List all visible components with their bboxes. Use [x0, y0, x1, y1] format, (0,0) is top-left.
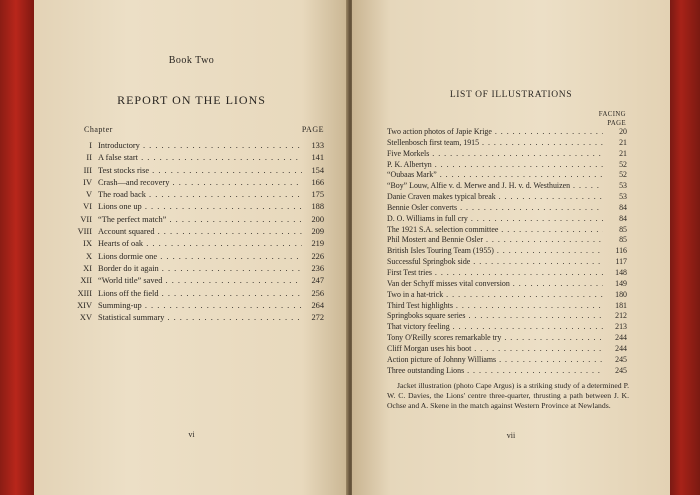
illustration-page: 85 — [619, 224, 627, 234]
illustration-title: That victory feeling . . . — [387, 322, 603, 333]
chapter-row — [74, 152, 324, 164]
chapter-number: VI — [83, 202, 92, 212]
illustration-page: 180 — [615, 289, 627, 299]
illustration-row — [387, 225, 627, 236]
chapter-row — [74, 238, 324, 250]
chapter-number: XII — [80, 276, 92, 286]
illustration-page: 116 — [615, 246, 627, 256]
chapter-row — [74, 189, 324, 201]
illustration-page: 244 — [615, 343, 627, 353]
chapter-number: XV — [79, 313, 92, 323]
chapter-number: V — [85, 190, 92, 200]
illustration-page: 212 — [615, 311, 627, 321]
page-number-right: vii — [506, 431, 516, 440]
chapter-row — [74, 275, 324, 287]
illustration-row — [387, 170, 627, 181]
illustration-page: 84 — [619, 202, 627, 212]
illustration-row — [387, 203, 627, 214]
chapter-page: 226 — [311, 251, 324, 261]
jacket-note: Jacket illustration (photo Cape Argus) is a striking study of a determined P. W. C. Davies, the Lions' centre three-quarter, thrusting a path between J. K. Ochse and A. Skene in the match against Western Province at Newlands. — [387, 381, 629, 410]
chapter-number: VII — [80, 214, 92, 224]
chapter-page: 141 — [311, 153, 324, 163]
chapter-page: 256 — [311, 288, 324, 298]
illustration-title: The 1921 S.A. selection committee . . . — [387, 225, 603, 236]
illustration-page: 84 — [619, 213, 627, 223]
illustration-row — [387, 181, 627, 192]
toc-header — [84, 125, 324, 134]
illustration-title: Stellenbosch first team, 1915 . . . — [387, 138, 603, 149]
illustration-title: Bennie Osler converts . . . — [387, 203, 603, 214]
chapter-number: X — [85, 251, 92, 261]
illustration-row — [387, 235, 627, 246]
illustration-row — [387, 138, 627, 149]
chapter-page: 133 — [311, 141, 324, 150]
illustration-page: 245 — [615, 365, 627, 375]
chapter-title: Crash—and recovery . . . — [98, 177, 302, 189]
chapter-number: II — [86, 153, 92, 163]
illustration-row — [387, 344, 627, 355]
illustration-title: Action picture of Johnny Williams . . . — [387, 355, 603, 366]
illustration-row — [387, 127, 627, 138]
page-column-label: PAGE — [301, 125, 324, 134]
illustration-page: 245 — [615, 354, 627, 364]
illustration-row — [387, 322, 627, 333]
chapter-page: 154 — [311, 165, 324, 175]
illustration-row — [387, 301, 627, 312]
section-title: REPORT ON THE LIONS — [117, 93, 266, 107]
chapter-title: A false start . . . — [98, 152, 302, 164]
illustration-page: 53 — [619, 181, 627, 191]
chapter-number: I — [89, 141, 92, 150]
chapter-title: Hearts of oak . . . — [98, 238, 302, 250]
chapter-row — [74, 140, 324, 152]
chapter-page: 264 — [311, 300, 324, 310]
illustration-page: 21 — [619, 148, 627, 158]
illustration-row — [387, 160, 627, 171]
chapter-title: Lions dormie one . . . — [98, 251, 302, 263]
chapter-title: The road back . . . — [98, 189, 302, 201]
illustration-page: 85 — [619, 235, 627, 245]
illustration-row — [387, 214, 627, 225]
chapter-row — [74, 251, 324, 263]
illustrations-title: LIST OF ILLUSTRATIONS — [449, 90, 573, 100]
chapter-number: XIV — [77, 300, 92, 310]
illustration-page: 181 — [615, 300, 627, 310]
chapter-column-label: Chapter — [84, 125, 113, 134]
illustration-title: First Test tries . . . — [387, 268, 603, 279]
illustration-page: 20 — [619, 127, 627, 136]
contents-list — [74, 140, 324, 324]
illustration-page: 21 — [619, 137, 627, 147]
facing-page-header — [599, 110, 626, 128]
chapter-title: Summing-up . . . — [98, 300, 302, 312]
chapter-page: 272 — [311, 313, 324, 323]
chapter-row — [74, 263, 324, 275]
illustration-title: Five Morkels . . . — [387, 149, 603, 160]
page-number-left: vi — [188, 430, 195, 439]
chapter-page: 200 — [311, 214, 324, 224]
illustration-title: Van der Schyff misses vital conversion . . . — [387, 279, 603, 290]
chapter-row — [74, 300, 324, 312]
illustration-title: Phil Mostert and Bennie Osler . . . — [387, 235, 603, 246]
chapter-title: Lions off the field . . . — [98, 288, 302, 300]
illustrations-list — [387, 127, 627, 376]
facing-page-label: PAGE — [607, 120, 626, 127]
chapter-row — [74, 312, 324, 324]
illustration-title: Two action photos of Japie Krige . . . — [387, 127, 603, 138]
chapter-page: 209 — [311, 227, 324, 237]
left-page — [34, 0, 349, 495]
chapter-title: “The perfect match” . . . — [98, 214, 302, 226]
illustration-page: 148 — [615, 267, 627, 277]
chapter-page: 175 — [311, 190, 324, 200]
chapter-row — [74, 226, 324, 238]
chapter-title: Test stocks rise . . . — [98, 165, 302, 177]
chapter-row — [74, 165, 324, 177]
chapter-title: Account squared . . . — [98, 226, 302, 238]
illustration-title: P. K. Albertyn . . . — [387, 160, 603, 171]
chapter-title: Introductory . . . — [98, 140, 302, 152]
illustration-row — [387, 279, 627, 290]
illustration-title: Third Test highlights . . . — [387, 301, 603, 312]
illustration-row — [387, 192, 627, 203]
chapter-row — [74, 288, 324, 300]
illustration-page: 244 — [615, 333, 627, 343]
chapter-number: IX — [83, 239, 92, 249]
illustration-page: 117 — [615, 257, 627, 267]
chapter-page: 219 — [311, 239, 324, 249]
illustration-title: “Boy” Louw, Alfie v. d. Merwe and J. H. v. d. Westhuizen . . . — [387, 181, 603, 192]
illustration-title: Three outstanding Lions . . . — [387, 366, 603, 377]
chapter-number: III — [83, 165, 92, 175]
illustration-row — [387, 366, 627, 377]
illustration-title: British Isles Touring Team (1955) . . . — [387, 246, 603, 257]
illustration-row — [387, 290, 627, 301]
book-label: Book Two — [168, 55, 215, 66]
chapter-row — [74, 214, 324, 226]
illustration-title: Springboks square series . . . — [387, 311, 603, 322]
chapter-title: Statistical summary . . . — [98, 312, 302, 324]
illustration-row — [387, 149, 627, 160]
illustration-page: 52 — [619, 170, 627, 180]
chapter-page: 236 — [311, 263, 324, 273]
illustration-row — [387, 257, 627, 268]
illustration-title: Two in a hat-trick . . . — [387, 290, 603, 301]
chapter-number: IV — [83, 177, 92, 187]
illustration-page: 52 — [619, 159, 627, 169]
illustration-page: 213 — [615, 322, 627, 332]
chapter-row — [74, 201, 324, 213]
chapter-title: Lions one up . . . — [98, 201, 302, 213]
illustration-title: “Oubaas Mark” . . . — [387, 170, 603, 181]
illustration-title: Cliff Morgan uses his boot . . . — [387, 344, 603, 355]
chapter-number: XI — [83, 263, 92, 273]
chapter-page: 166 — [311, 177, 324, 187]
illustration-page: 149 — [615, 278, 627, 288]
facing-label: FACING — [598, 111, 626, 118]
chapter-number: VIII — [77, 227, 92, 237]
illustration-title: Danie Craven makes typical break . . . — [387, 192, 603, 203]
illustration-title: Tony O'Reilly scores remarkable try . . . — [387, 333, 603, 344]
chapter-title: Border do it again . . . — [98, 263, 302, 275]
illustration-row — [387, 333, 627, 344]
illustration-row — [387, 268, 627, 279]
chapter-row — [74, 177, 324, 189]
illustration-row — [387, 355, 627, 366]
chapter-page: 188 — [311, 202, 324, 212]
right-page — [352, 0, 670, 495]
chapter-number: XIII — [77, 288, 92, 298]
illustration-title: D. O. Williams in full cry . . . — [387, 214, 603, 225]
illustration-title: Successful Springbok side . . . — [387, 257, 603, 268]
illustration-row — [387, 311, 627, 322]
illustration-row — [387, 246, 627, 257]
illustration-page: 53 — [619, 192, 627, 202]
chapter-page: 247 — [311, 276, 324, 286]
chapter-title: “World title” saved . . . — [98, 275, 302, 287]
